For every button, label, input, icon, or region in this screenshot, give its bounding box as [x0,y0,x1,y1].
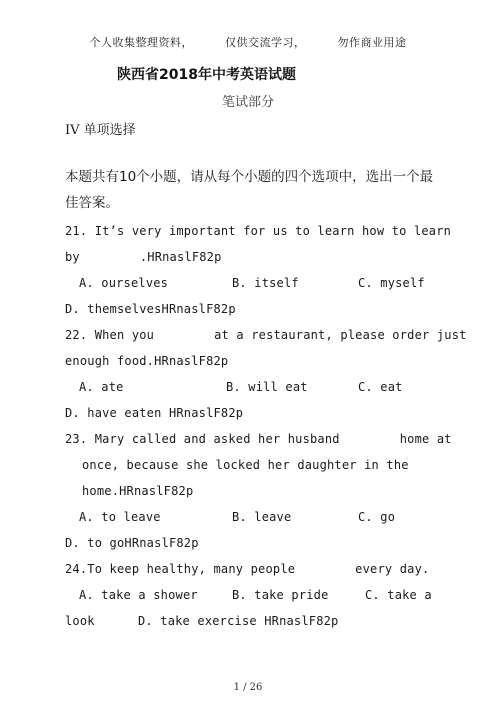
option-b: B. leave [232,510,292,524]
option-b: B. itself [232,276,299,290]
header-item: 个人收集整理资料， [89,36,193,49]
stem-text: home at [399,432,452,446]
question-22-stem [65,328,467,342]
stem-text: 22. When you [65,328,155,342]
question-24-stem [65,562,429,576]
instructions-line-1: 本题共有10个小题，请从每个小题的四个选项中，选出一个最 [65,169,434,185]
option-c: C. take a [365,588,432,602]
stem-text: 24.To keep healthy, many people [65,562,296,576]
option-c: C. eat [358,380,403,394]
question-21-stem-cont [65,250,222,264]
question-23-stem [65,432,452,446]
header-item: 勿作商业用途 [337,36,407,49]
option-b: B. will eat [226,380,308,394]
option-a: A. ourselves [79,276,169,290]
question-23-stem-cont: home.HRnaslF82p [82,484,194,498]
option-b: B. take pride [232,588,329,602]
header-item: 仅供交流学习， [225,36,306,49]
stem-text: every day. [355,562,430,576]
stem-text: by [65,250,80,264]
option-d: D. themselvesHRnaslF82p [65,302,236,316]
question-22-stem-cont: enough food.HRnaslF82p [65,354,229,368]
option-c: C. go [358,510,396,524]
document-subtitle: 笔试部分 [222,95,275,110]
option-a: A. to leave [79,510,161,524]
option-c-cont: look [65,614,95,628]
page-number: 1 / 26 [233,682,263,693]
option-a: A. take a shower [79,588,198,602]
instructions-line-2: 佳答案。 [65,195,119,211]
option-c: C. myself [358,276,425,290]
page-header [0,34,496,50]
stem-text: at a restaurant, please order just [214,328,467,342]
stem-text: .HRnaslF82p [139,250,222,264]
section-heading: IV 单项选择 [65,123,136,138]
option-d: D. have eaten HRnaslF82p [65,406,244,420]
option-d: D. to goHRnaslF82p [65,536,199,550]
question-23-stem-cont: once, because she locked her daughter in the [82,458,409,472]
option-a: A. ate [79,380,124,394]
option-d: D. take exercise HRnaslF82p [138,614,339,628]
question-21-stem: 21. It’s very important for us to learn how to learn [65,224,452,238]
stem-text: 23. Mary called and asked her husband [65,432,340,446]
document-title: 陕西省2018年中考英语试题 [117,67,296,83]
